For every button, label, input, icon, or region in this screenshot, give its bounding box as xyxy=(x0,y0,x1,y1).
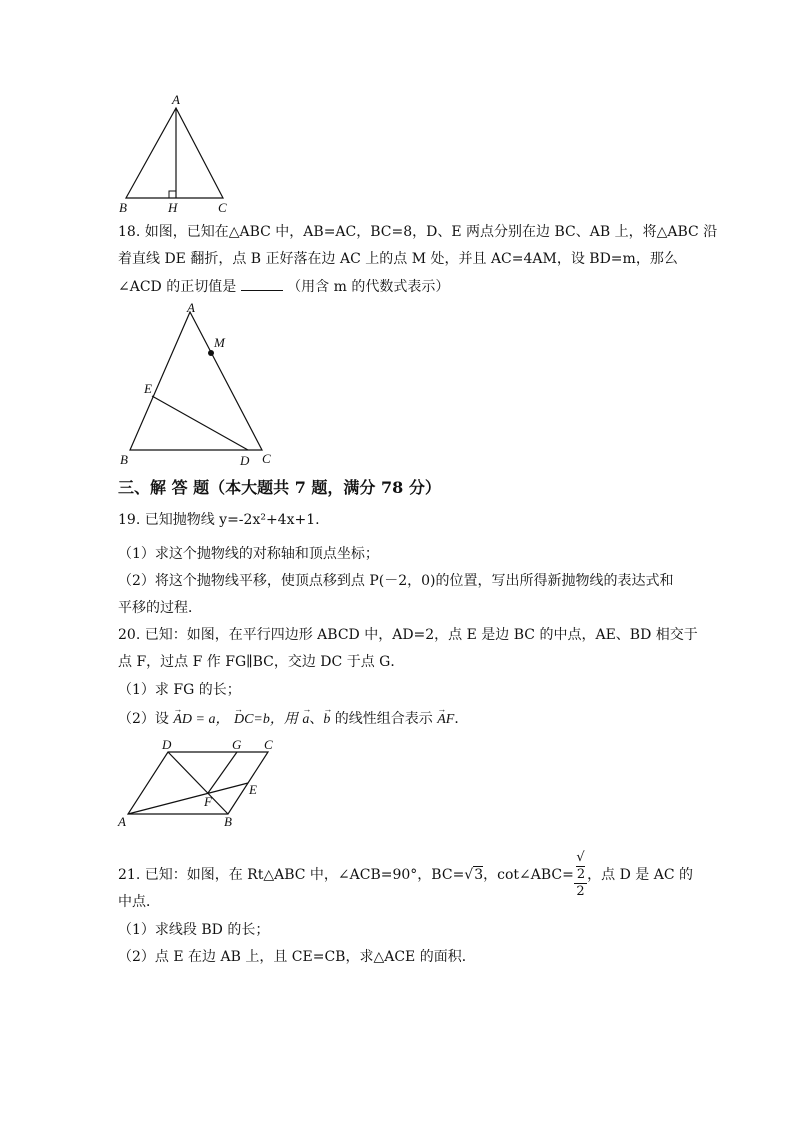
sqrt-3: √3 xyxy=(464,867,484,883)
right-angle-mark xyxy=(169,191,176,198)
label-g: G xyxy=(232,737,242,752)
q20-part2 xyxy=(118,709,468,730)
q20-part2-mid: 的线性组合表示 xyxy=(334,711,433,727)
q18-hint: （用含 m 的代数式表示） xyxy=(287,279,450,295)
q20-line2: 点 F，过点 F 作 FG∥BC，交边 DC 于点 G． xyxy=(118,654,405,670)
label-c: C xyxy=(262,451,271,466)
label-a: A xyxy=(118,814,126,829)
q19-part2-cont: 平移的过程． xyxy=(118,600,202,616)
vector-b: → b xyxy=(323,710,330,730)
q21-part1: （1）求线段 BD 的长； xyxy=(118,922,270,938)
q21-line1-prefix: 21. 已知：如图，在 Rt△ABC 中，∠ACB=90°，BC= xyxy=(118,867,465,883)
q18-line2: 着直线 DE 翻折，点 B 正好落在边 AC 上的点 M 处，并且 AC=4AM，设 BD=m，那么 xyxy=(118,251,678,267)
q21-part2: （2）点 E 在边 AB 上，且 CE=CB，求△ACE 的面积． xyxy=(118,949,476,965)
diagonal-bd xyxy=(168,752,228,814)
q21-line1-suffix: ，点 D 是 AC 的 xyxy=(587,867,694,883)
q18-question-text: ∠ACD 的正切值是 xyxy=(118,279,237,295)
figure-triangle-altitude xyxy=(112,92,238,214)
q19-stem: 19. 已知抛物线 y=-2x²+4x+1. xyxy=(118,512,320,528)
answer-blank[interactable] xyxy=(241,276,283,291)
point-m xyxy=(208,350,214,356)
eq-a: = a， xyxy=(192,712,230,727)
triangle-abc xyxy=(126,108,223,198)
q20-part1: （1）求 FG 的长； xyxy=(118,682,241,698)
label-e: E xyxy=(249,782,257,797)
q21-line2: 中点． xyxy=(118,894,160,910)
q19-part1: （1）求这个抛物线的对称轴和顶点坐标； xyxy=(118,546,379,562)
figure-fold-triangle xyxy=(112,300,282,470)
q21-cot-text: ，cot∠ABC= xyxy=(483,867,574,883)
label-h: H xyxy=(168,200,178,214)
label-c: C xyxy=(218,200,227,214)
vector-ad: → AD xyxy=(173,710,192,730)
eq-b: =b，用 xyxy=(253,712,298,727)
label-d: D xyxy=(162,737,172,752)
figure-parallelogram xyxy=(112,736,284,832)
fraction-sqrt2-over-2: √ 2 2 xyxy=(574,850,587,900)
vector-af: → AF xyxy=(437,710,454,730)
label-b: B xyxy=(120,452,128,467)
q20-line1: 20. 已知：如图，在平行四边形 ABCD 中，AD=2，点 E 是边 BC 的中点，AE、BD 相交于 xyxy=(118,627,698,643)
label-m: M xyxy=(214,335,225,350)
label-b: B xyxy=(119,200,127,214)
q18-line1: 18. 如图，已知在△ABC 中，AB=AC，BC=8，D、E 两点分别在边 BC、AB 上，将△ABC 沿 xyxy=(118,224,718,240)
vector-a: → a xyxy=(302,710,309,730)
vector-dc: → DC xyxy=(234,710,253,730)
q20-part2-end: ． xyxy=(454,711,469,727)
section-title: 三、解 答 题（本大题共 7 题，满分 78 分） xyxy=(118,478,441,497)
label-b: B xyxy=(224,814,232,829)
q18-line3 xyxy=(118,276,449,297)
segment-ae xyxy=(128,783,248,814)
label-d: D xyxy=(240,453,250,468)
q19-part2: （2）将这个抛物线平移，使顶点移到点 P(－2，0)的位置，写出所得新抛物线的表达式和 xyxy=(118,573,674,589)
label-f: F xyxy=(204,794,212,809)
label-a: A xyxy=(187,300,195,315)
q20-part2-prefix: （2）设 xyxy=(118,711,169,727)
label-a: A xyxy=(172,92,180,107)
label-c: C xyxy=(264,737,273,752)
fold-line-ed xyxy=(152,396,248,450)
q21-line1 xyxy=(118,850,693,900)
separator: 、 xyxy=(309,711,324,727)
label-e: E xyxy=(144,381,152,396)
